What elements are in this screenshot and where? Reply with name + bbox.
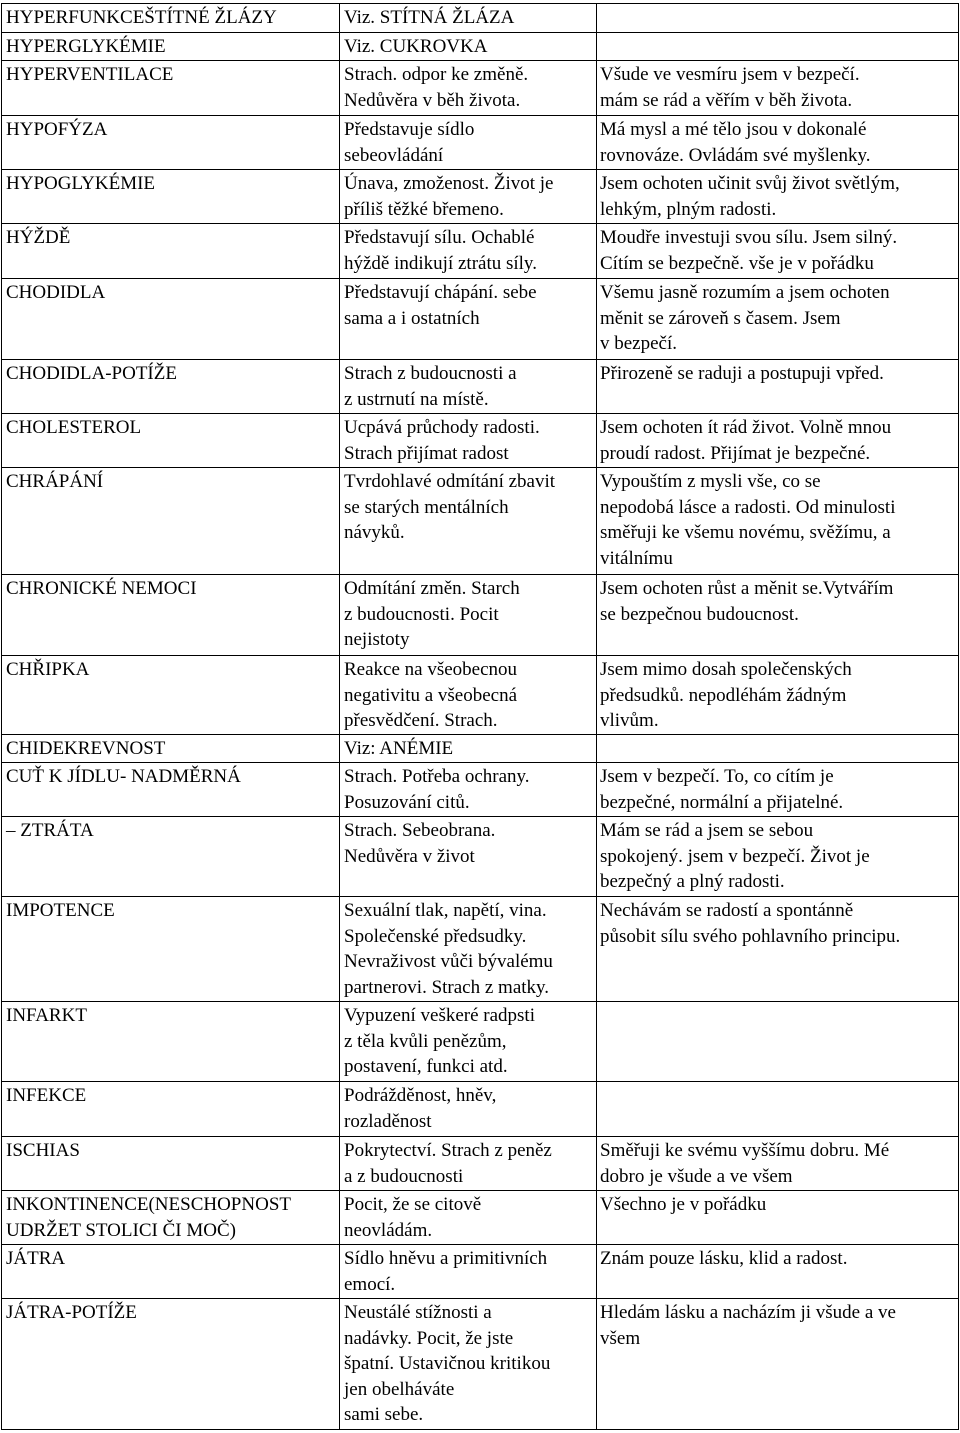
table-row	[2, 360, 959, 414]
term-cell: CHIDEKREVNOST	[2, 735, 340, 763]
affirmation-cell: Směřuji ke svému vyššímu dobru. Mé dobro je všude a ve všem	[597, 1137, 959, 1191]
cause-cell: Podrážděnost, hněv, rozladěnost	[340, 1082, 597, 1137]
cause-cell: Představuje sídlo sebeovládání	[340, 116, 597, 170]
cause-cell: Strach. odpor ke změně. Nedůvěra v běh života.	[340, 61, 597, 116]
affirmation-cell	[597, 4, 959, 33]
term-cell: HYPOGLYKÉMIE	[2, 170, 340, 224]
table-row	[2, 817, 959, 897]
cause-cell: Viz: ANÉMIE	[340, 735, 597, 763]
affirmation-cell: Jsem v bezpečí. To, co cítím je bezpečné, normální a přijatelné.	[597, 763, 959, 817]
table-row	[2, 414, 959, 468]
term-cell: INKONTINENCE(NESCHOPNOST UDRŽET STOLICI ČI MOČ)	[2, 1191, 340, 1245]
affirmation-cell: Všude ve vesmíru jsem v bezpečí. mám se rád a věřím v běh života.	[597, 61, 959, 116]
term-cell: CHODIDLA	[2, 279, 340, 360]
term-cell: CHŘIPKA	[2, 656, 340, 735]
affirmation-cell: Moudře investuji svou sílu. Jsem silný. Cítím se bezpečně. vše je v pořádku	[597, 224, 959, 279]
affirmation-cell: Všechno je v pořádku	[597, 1191, 959, 1245]
table-row	[2, 224, 959, 279]
term-cell: CUŤ K JÍDLU- NADMĚRNÁ	[2, 763, 340, 817]
term-cell: CHODIDLA-POTÍŽE	[2, 360, 340, 414]
cause-cell: Představují sílu. Ochablé hýždě indikují ztrátu síly.	[340, 224, 597, 279]
term-cell: INFEKCE	[2, 1082, 340, 1137]
affirmation-cell: Znám pouze lásku, klid a radost.	[597, 1245, 959, 1299]
cause-cell: Sexuální tlak, napětí, vina. Společenské předsudky. Nevraživost vůči bývalému partnerovi. Strach z matky.	[340, 897, 597, 1002]
table-row	[2, 1082, 959, 1137]
term-cell: HYPERFUNKCEŠTÍTNÉ ŽLÁZY	[2, 4, 340, 33]
cause-cell: Představují chápání. sebe sama a i ostatních	[340, 279, 597, 360]
cause-cell: Strach z budoucnosti a z ustrnutí na místě.	[340, 360, 597, 414]
cause-cell: Reakce na všeobecnou negativitu a všeobecná přesvědčení. Strach.	[340, 656, 597, 735]
table-row	[2, 116, 959, 170]
cause-cell: Únava, zmoženost. Život je příliš těžké břemeno.	[340, 170, 597, 224]
table-row	[2, 33, 959, 61]
table-row	[2, 61, 959, 116]
term-cell: HYPERVENTILACE	[2, 61, 340, 116]
affirmation-cell: Přirozeně se raduji a postupuji vpřed.	[597, 360, 959, 414]
table-row	[2, 1191, 959, 1245]
affirmation-cell: Má mysl a mé tělo jsou v dokonalé rovnováze. Ovládám své myšlenky.	[597, 116, 959, 170]
affirmation-cell: Nechávám se radostí a spontánně působit sílu svého pohlavního principu.	[597, 897, 959, 1002]
cause-cell: Viz. STÍTNÁ ŽLÁZA	[340, 4, 597, 33]
affirmation-cell	[597, 735, 959, 763]
table-row	[2, 1137, 959, 1191]
table-row	[2, 4, 959, 33]
table-row	[2, 763, 959, 817]
cause-cell: Pokrytectví. Strach z peněz a z budoucnosti	[340, 1137, 597, 1191]
cause-cell: Strach. Sebeobrana. Nedůvěra v život	[340, 817, 597, 897]
table-row	[2, 1245, 959, 1299]
dictionary-table	[1, 3, 959, 1430]
cause-cell: Neustálé stížnosti a nadávky. Pocit, že jste špatní. Ustavičnou kritikou jen obelháváte sami sebe.	[340, 1299, 597, 1430]
table-row	[2, 735, 959, 763]
term-cell: ISCHIAS	[2, 1137, 340, 1191]
cause-cell: Odmítání změn. Starch z budoucnosti. Pocit nejistoty	[340, 575, 597, 656]
affirmation-cell: Jsem ochoten ít rád život. Volně mnou proudí radost. Přijímat je bezpečné.	[597, 414, 959, 468]
cause-cell: Ucpává průchody radosti. Strach přijímat radost	[340, 414, 597, 468]
affirmation-cell: Jsem mimo dosah společenských předsudků. nepodléhám žádným vlivům.	[597, 656, 959, 735]
table-row	[2, 1299, 959, 1430]
affirmation-cell	[597, 1002, 959, 1082]
table-row	[2, 468, 959, 575]
term-cell: – ZTRÁTA	[2, 817, 340, 897]
affirmation-cell: Jsem ochoten růst a měnit se.Vytvářím se bezpečnou budoucnost.	[597, 575, 959, 656]
table-body	[2, 4, 959, 1430]
affirmation-cell: Jsem ochoten učinit svůj život světlým, lehkým, plným radosti.	[597, 170, 959, 224]
term-cell: JÁTRA-POTÍŽE	[2, 1299, 340, 1430]
cause-cell: Tvrdohlavé odmítání zbavit se starých mentálních návyků.	[340, 468, 597, 575]
table-row	[2, 279, 959, 360]
table-row	[2, 575, 959, 656]
term-cell: JÁTRA	[2, 1245, 340, 1299]
term-cell: CHRONICKÉ NEMOCI	[2, 575, 340, 656]
cause-cell: Pocit, že se citově neovládám.	[340, 1191, 597, 1245]
term-cell: HYPOFÝZA	[2, 116, 340, 170]
cause-cell: Viz. CUKROVKA	[340, 33, 597, 61]
affirmation-cell: Vypouštím z mysli vše, co se nepodobá lásce a radosti. Od minulosti směřuji ke všemu novému, svěžímu, a vitálnímu	[597, 468, 959, 575]
term-cell: CHRÁPÁNÍ	[2, 468, 340, 575]
table-row	[2, 656, 959, 735]
term-cell: IMPOTENCE	[2, 897, 340, 1002]
affirmation-cell: Všemu jasně rozumím a jsem ochoten měnit se zároveň s časem. Jsem v bezpečí.	[597, 279, 959, 360]
cause-cell: Strach. Potřeba ochrany. Posuzování citů.	[340, 763, 597, 817]
cause-cell: Sídlo hněvu a primitivních emocí.	[340, 1245, 597, 1299]
affirmation-cell	[597, 33, 959, 61]
table-row	[2, 1002, 959, 1082]
term-cell: INFARKT	[2, 1002, 340, 1082]
affirmation-cell: Hledám lásku a nacházím ji všude a ve všem	[597, 1299, 959, 1430]
table-row	[2, 897, 959, 1002]
table-row	[2, 170, 959, 224]
cause-cell: Vypuzení veškeré radpsti z těla kvůli penězům, postavení, funkci atd.	[340, 1002, 597, 1082]
term-cell: CHOLESTEROL	[2, 414, 340, 468]
term-cell: HYPERGLYKÉMIE	[2, 33, 340, 61]
affirmation-cell	[597, 1082, 959, 1137]
term-cell: HÝŽDĚ	[2, 224, 340, 279]
affirmation-cell: Mám se rád a jsem se sebou spokojený. jsem v bezpečí. Život je bezpečný a plný radosti.	[597, 817, 959, 897]
